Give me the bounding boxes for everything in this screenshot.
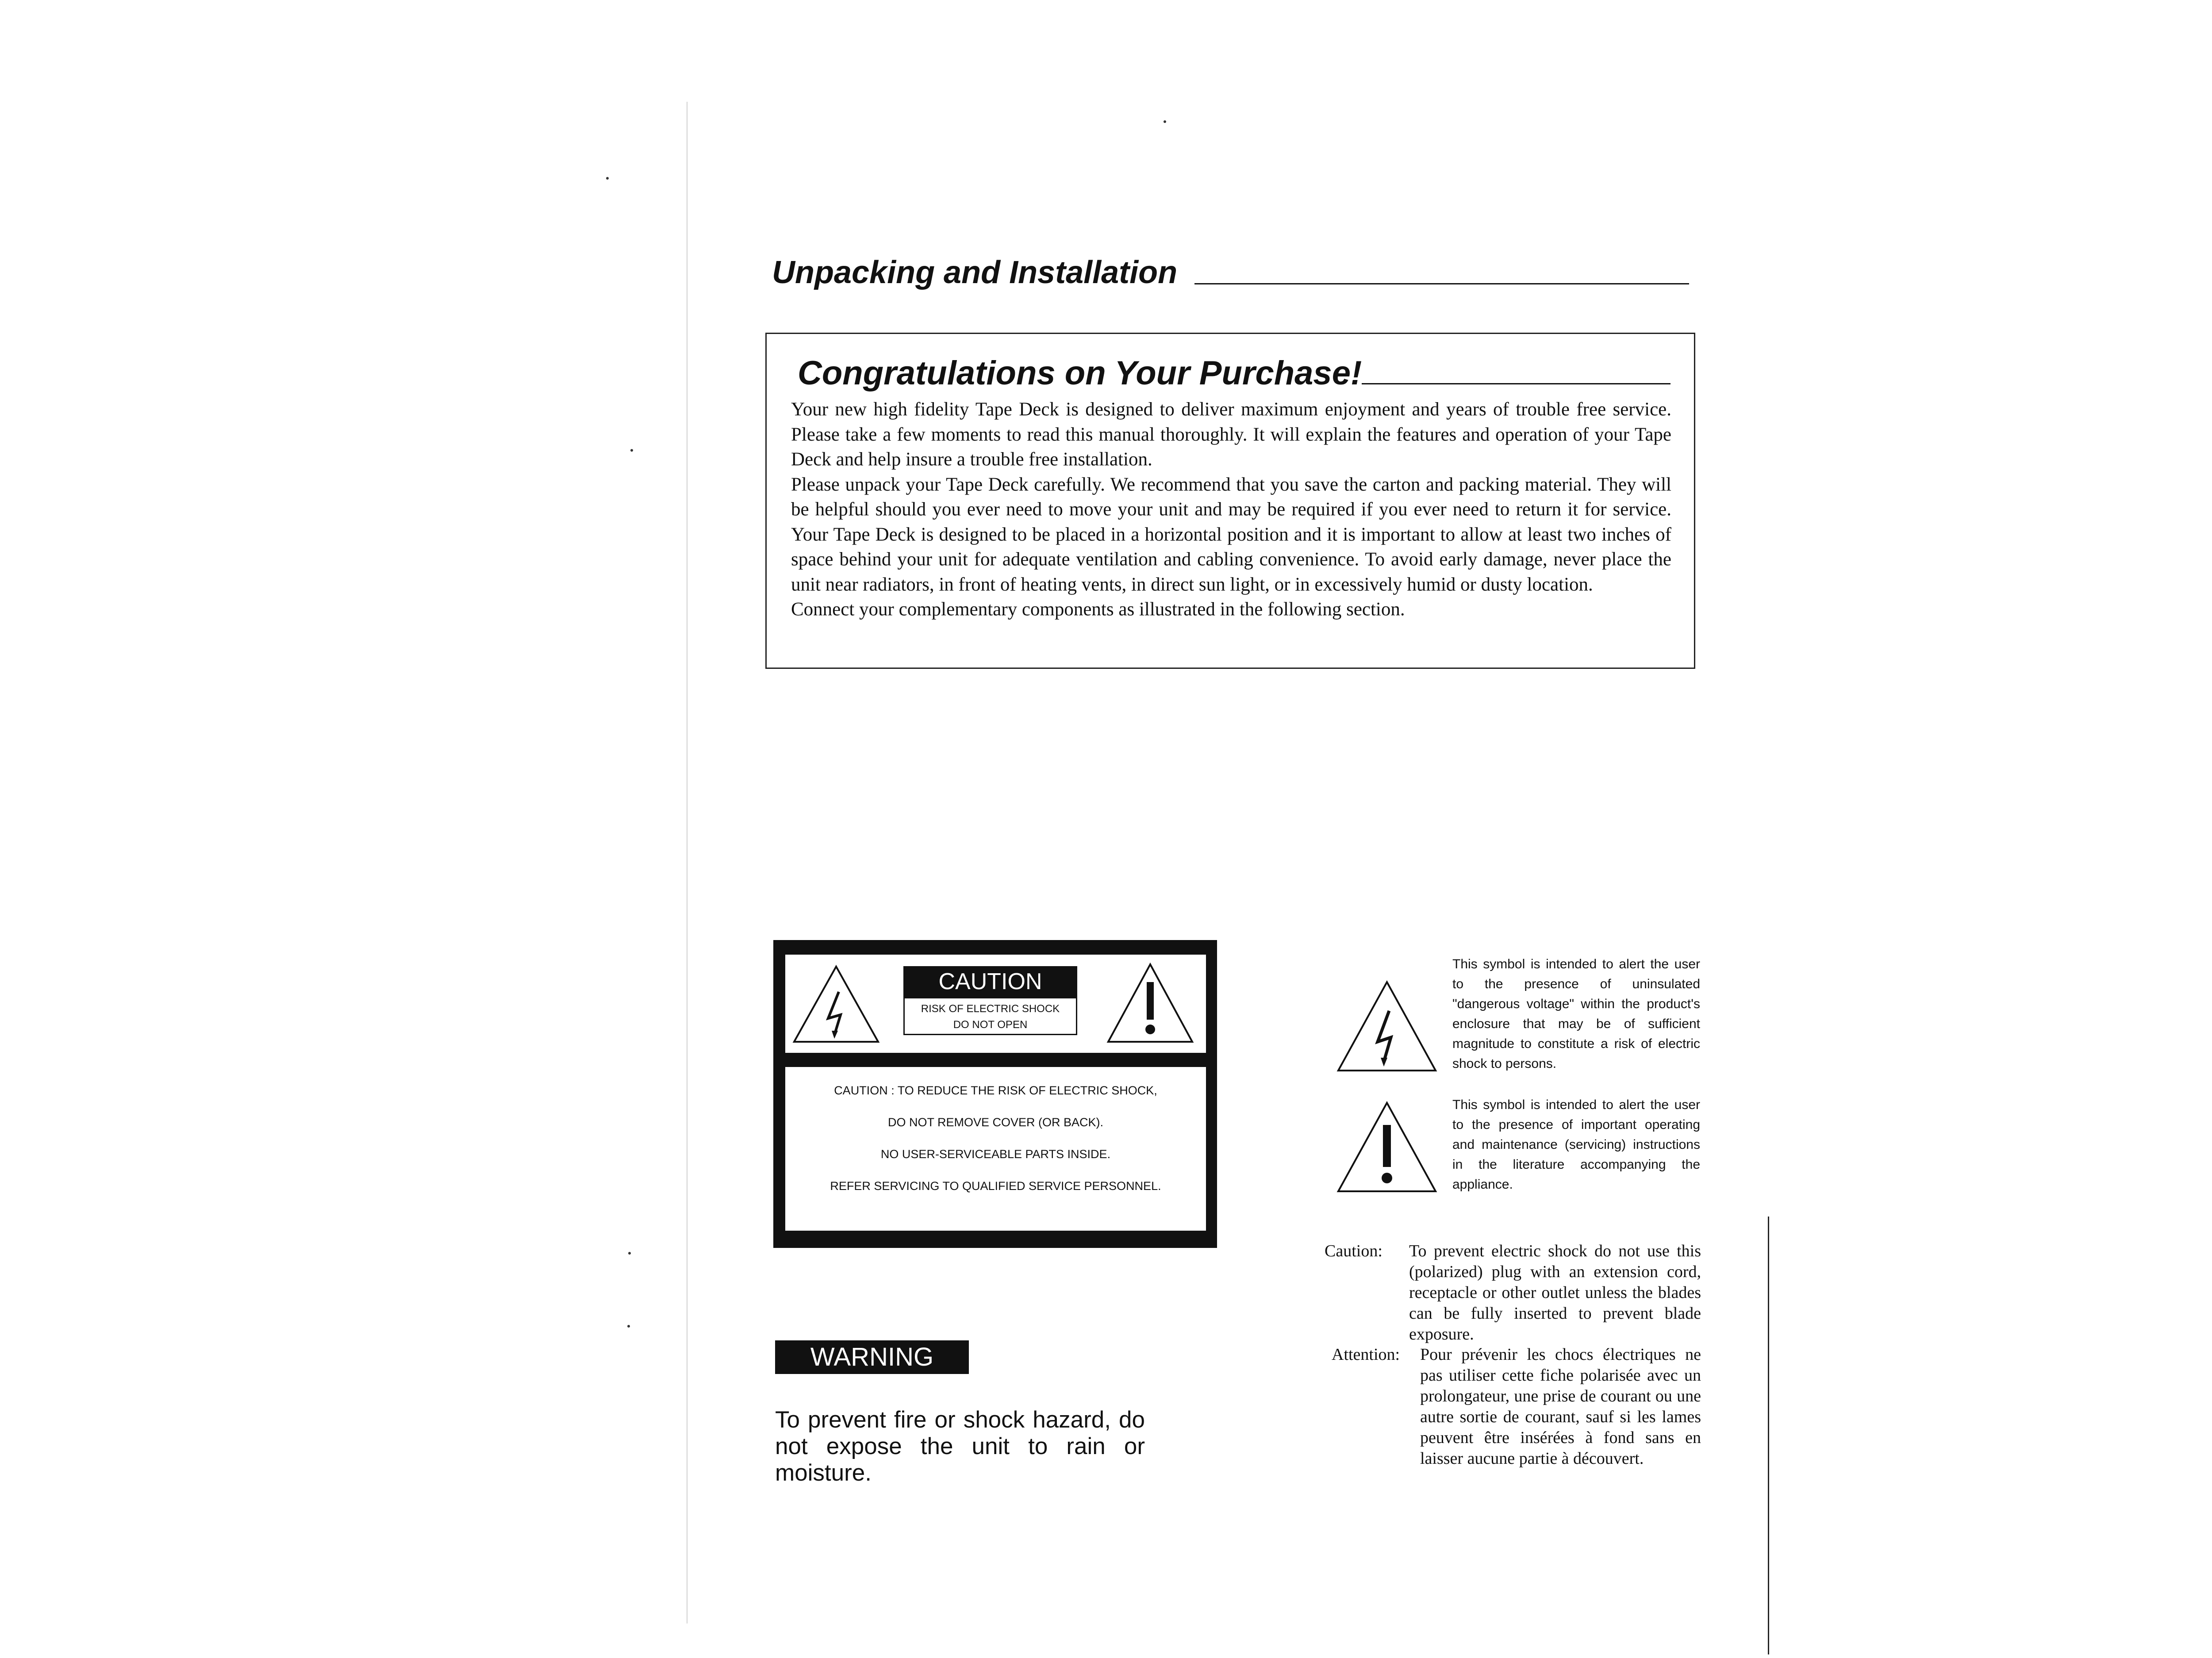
caution-line: NO USER-SERVICEABLE PARTS INSIDE.: [880, 1148, 1111, 1161]
scan-speck: [628, 1252, 631, 1255]
lightning-warning-icon: [792, 964, 880, 1044]
congratulations-paragraph: Connect your complementary components as illustrated in the following section.: [791, 599, 1405, 620]
exclamation-warning-icon: [1106, 962, 1194, 1044]
lightning-symbol-description: This symbol is intended to alert the user to the presence of uninsulated "dangerous voltage" within the product's enclosure that may be of sufficient magnitude to constitute a risk of electric shock to persons.: [1452, 957, 1700, 1071]
warning-text: To prevent fire or shock hazard, do not expose the unit to rain or moisture.: [775, 1407, 1145, 1486]
lightning-symbol-icon: [1336, 980, 1438, 1073]
caution-line: CAUTION : TO REDUCE THE RISK OF ELECTRIC SHOCK,: [834, 1084, 1157, 1097]
warning-badge: WARNING: [775, 1340, 969, 1374]
caution-sub-line: DO NOT OPEN: [953, 1019, 1028, 1031]
attention-note-text: Pour prévenir les chocs électriques ne pas utiliser cette fiche polarisée avec un prolongateur, une prise de courant ou une autre sortie de courant, sauf si les lames peuvent être insérées à fond sans en laisser aucune partie à découvert.: [1420, 1345, 1701, 1468]
scan-speck: [606, 177, 609, 180]
caution-note-text: To prevent electric shock do not use this (polarized) plug with an extension cord, receptacle or other outlet unless the blades can be fully inserted to prevent blade exposure.: [1409, 1242, 1701, 1343]
caution-sub-line: RISK OF ELECTRIC SHOCK: [921, 1003, 1060, 1015]
caution-note-label: Caution:: [1325, 1242, 1382, 1260]
scan-speck: [630, 449, 633, 452]
congratulations-paragraph: Please unpack your Tape Deck carefully. We recommend that you save the carton and packing material. They will be helpful should you ever need to move your unit and may be required if you ever need to return it for service. Your Tape Deck is designed to be placed in a horizontal position and it is important to allow at least two inches of space behind your unit for adequate ventilation and cabling convenience. To avoid early damage, never place the unit near radiators, in front of heating vents, in direct sun light, or in excessively humid or dusty location.: [791, 474, 1671, 595]
scan-speck: [627, 1325, 630, 1328]
congratulations-title: Congratulations on Your Purchase!: [798, 354, 1362, 392]
caution-line: DO NOT REMOVE COVER (OR BACK).: [887, 1116, 1104, 1129]
exclamation-symbol-icon: [1336, 1101, 1438, 1194]
congratulations-title-rule: [1362, 383, 1671, 384]
scan-speck: [1164, 120, 1166, 123]
binding-edge-line-right: [1768, 1217, 1769, 1654]
exclamation-symbol-description: This symbol is intended to alert the user to the presence of important operating and maintenance (servicing) instructions in the literature accompanying the appliance.: [1452, 1098, 1700, 1192]
congratulations-body: [791, 397, 1671, 622]
congratulations-paragraph: Your new high fidelity Tape Deck is designed to deliver maximum enjoyment and years of trouble free service. Please take a few moments to read this manual thoroughly. It will explain the features and operation of your Tape Deck and help insure a trouble free installation.: [791, 399, 1671, 470]
caution-label-text: [785, 1084, 1206, 1211]
section-title-rule: [1194, 283, 1689, 284]
attention-note-label: Attention:: [1332, 1345, 1400, 1364]
caution-line: REFER SERVICING TO QUALIFIED SERVICE PERSONNEL.: [830, 1179, 1161, 1193]
caution-subheader: [903, 997, 1077, 1035]
section-title: Unpacking and Installation: [772, 255, 1178, 290]
caution-header: CAUTION: [903, 966, 1077, 997]
